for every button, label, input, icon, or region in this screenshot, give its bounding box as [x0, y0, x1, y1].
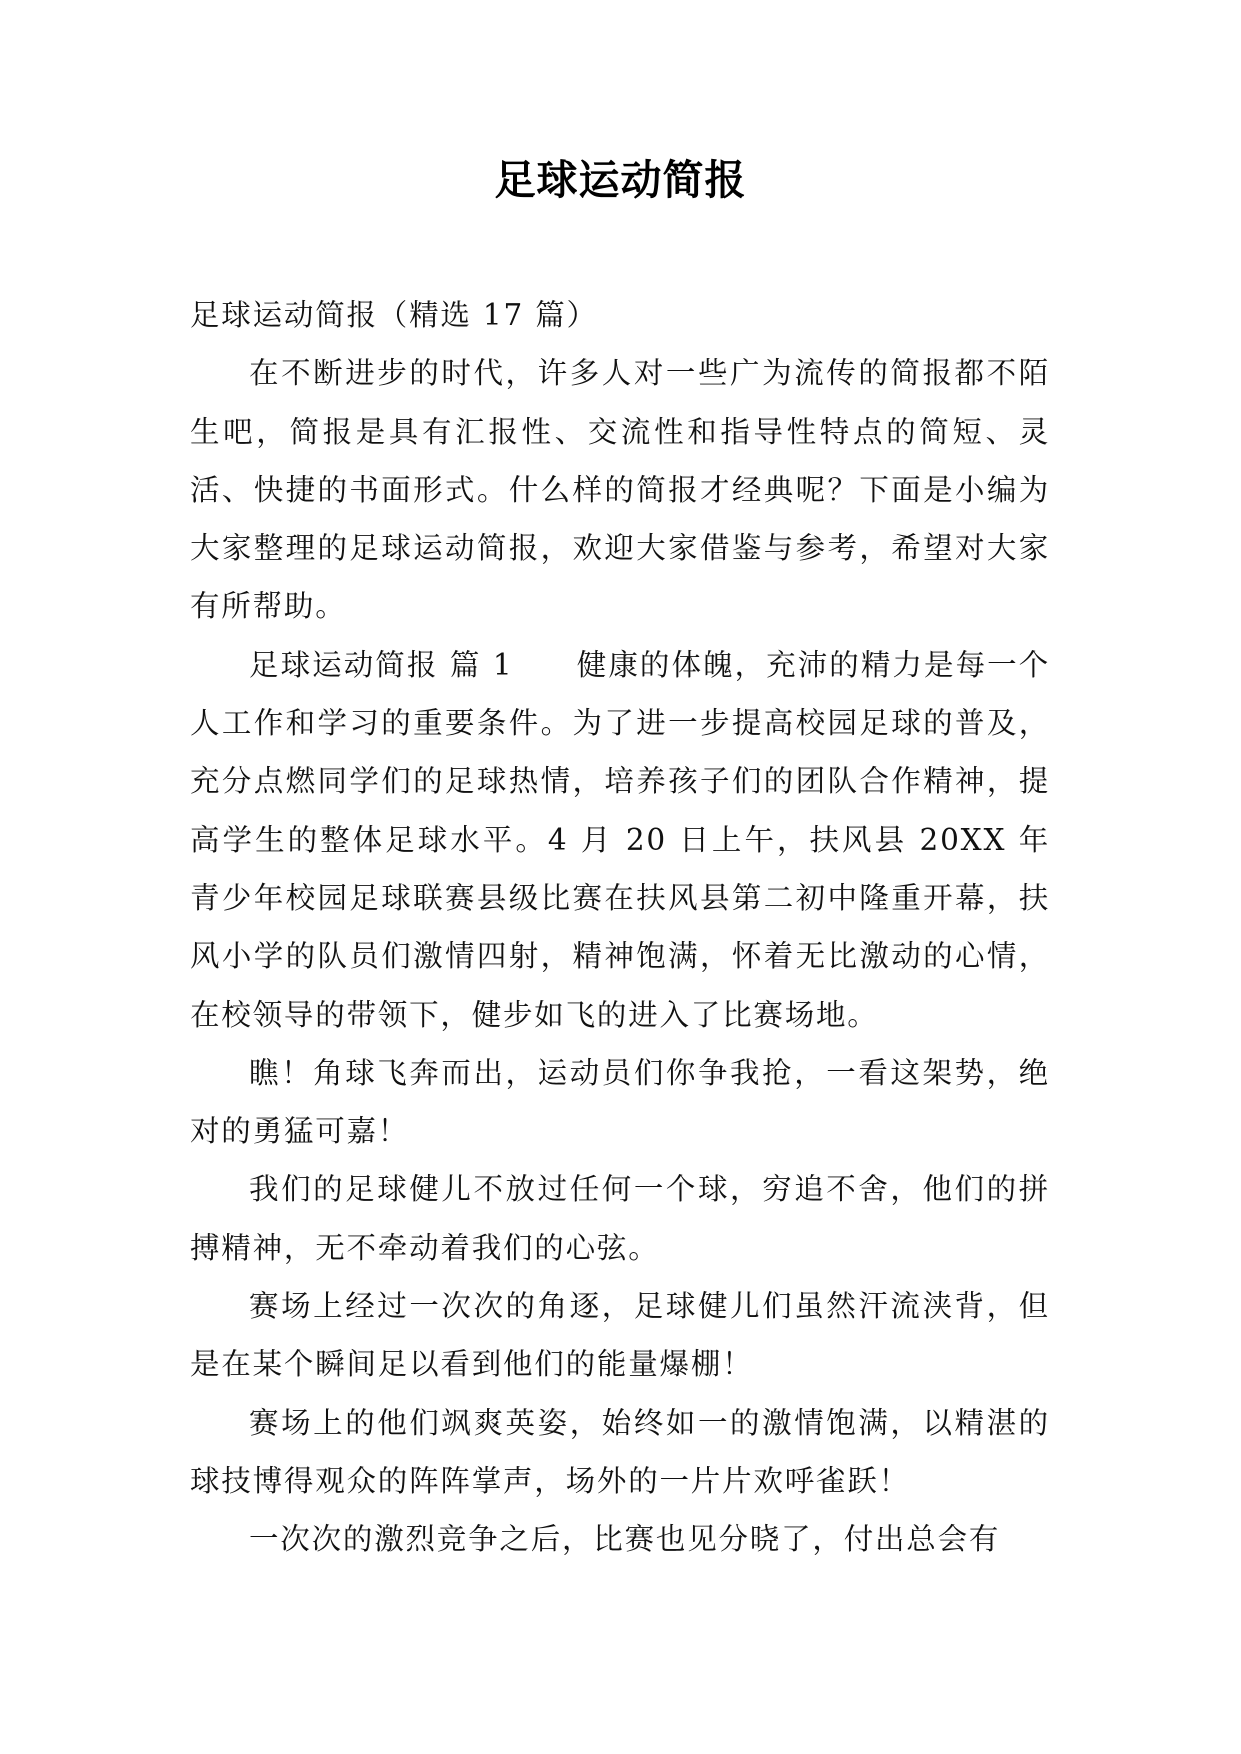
- paragraph: 赛场上的他们飒爽英姿，始终如一的激情饱满，以精湛的球技博得观众的阵阵掌声，场外的一片片欢呼雀跃！: [190, 1405, 1050, 1498]
- paragraph: 我们的足球健儿不放过任何一个球，穷追不舍，他们的拼搏精神，无不牵动着我们的心弦。: [190, 1172, 1050, 1265]
- document-title: 足球运动简报: [494, 156, 747, 204]
- paragraph-article-1: 足球运动简报 篇 1 健康的体魄，充沛的精力是每一个人工作和学习的重要条件。为了进一步提高校园足球的普及，充分点燃同学们的足球热情，培养孩子们的团队合作精神，提高学生的整体足球水平。4 月 20 日上午，扶风县 20XX 年青少年校园足球联赛县级比赛在扶风县第二初中隆重开幕，扶风小学的队员们激情四射，精神饱满，怀着无比激动的心情，在校领导的带领下，健步如飞的进入了比赛场地。: [190, 647, 1050, 1032]
- paragraph: 瞧！角球飞奔而出，运动员们你争我抢，一看这架势，绝对的勇猛可嘉！: [190, 1055, 1050, 1149]
- paragraph: 赛场上经过一次次的角逐，足球健儿们虽然汗流浃背，但是在某个瞬间足以看到他们的能量爆棚！: [190, 1289, 1050, 1382]
- paragraph-intro: 在不断进步的时代，许多人对一些广为流传的简报都不陌生吧，简报是具有汇报性、交流性和指导性特点的简短、灵活、快捷的书面形式。什么样的简报才经典呢？下面是小编为大家整理的足球运动简报，欢迎大家借鉴与参考，希望对大家有所帮助。: [190, 356, 1050, 624]
- document-subtitle: 足球运动简报（精选 17 篇）: [190, 298, 598, 332]
- paragraph: 一次次的激烈竞争之后，比赛也见分晓了，付出总会有: [249, 1522, 1001, 1557]
- document-body: [190, 286, 1050, 1569]
